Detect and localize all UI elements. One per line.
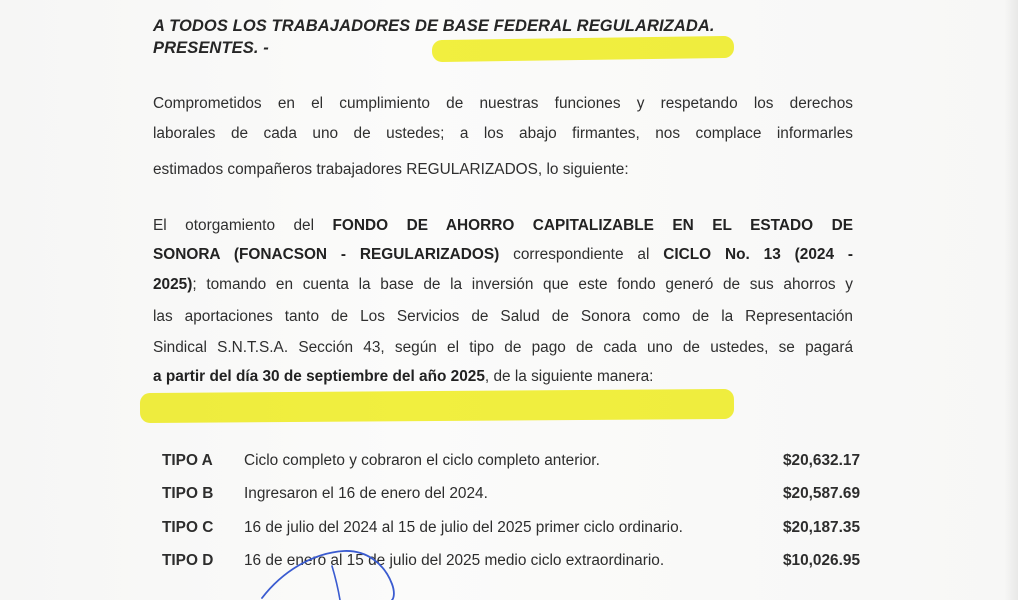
paragraph-2-line-6: a partir del día 30 de septiembre del año 2025, de la siguiente manera: <box>153 368 654 385</box>
paragraph-2-line-1: El otorgamiento del FONDO DE AHORRO CAPITALIZABLE EN EL ESTADO DE <box>153 217 853 234</box>
payment-description: Ciclo completo y cobraron el ciclo completo anterior. <box>244 452 600 469</box>
payment-description: 16 de enero al 15 de julio del 2025 medio ciclo extraordinario. <box>244 552 665 569</box>
heading-line-1: A TODOS LOS TRABAJADORES DE BASE FEDERAL REGULARIZADA. <box>153 17 715 35</box>
payment-amount: $20,587.69 <box>782 485 860 502</box>
payment-description: 16 de julio del 2024 al 15 de julio del 2025 primer ciclo ordinario. <box>244 519 683 536</box>
payment-type: TIPO D <box>162 552 214 569</box>
paragraph-2-line-5: Sindical S.N.T.S.A. Sección 43, según el tipo de pago de cada uno de ustedes, se pagará <box>153 339 853 356</box>
payment-amount: $20,632.17 <box>782 452 860 469</box>
payment-type: TIPO B <box>162 485 214 502</box>
heading-line-2: PRESENTES. - <box>153 39 269 57</box>
signature-stroke-2 <box>332 566 340 600</box>
payment-type: TIPO C <box>162 519 214 536</box>
paragraph-2-line-2: SONORA (FONACSON - REGULARIZADOS) correspondiente al CICLO No. 13 (2024 - <box>153 246 854 263</box>
signature-stroke-1 <box>262 551 394 600</box>
paragraph-1-line-2: laborales de cada uno de ustedes; a los abajo firmantes, nos complace informarles <box>153 125 853 142</box>
paragraph-2-line-3: 2025); tomando en cuenta la base de la inversión que este fondo generó de sus ahorros y <box>153 276 853 293</box>
paragraph-1-line-1: Comprometidos en el cumplimiento de nuestras funciones y respetando los derechos <box>153 95 853 112</box>
payment-amount: $20,187.35 <box>782 519 860 536</box>
payment-type: TIPO A <box>162 452 213 469</box>
payment-description: Ingresaron el 16 de enero del 2024. <box>244 485 488 502</box>
payment-amount: $10,026.95 <box>782 552 860 569</box>
paragraph-1-line-3: estimados compañeros trabajadores REGULARIZADOS, lo siguiente: <box>153 161 629 178</box>
paragraph-2-line-4: las aportaciones tanto de Los Servicios de Salud de Sonora como de la Representación <box>153 308 853 325</box>
